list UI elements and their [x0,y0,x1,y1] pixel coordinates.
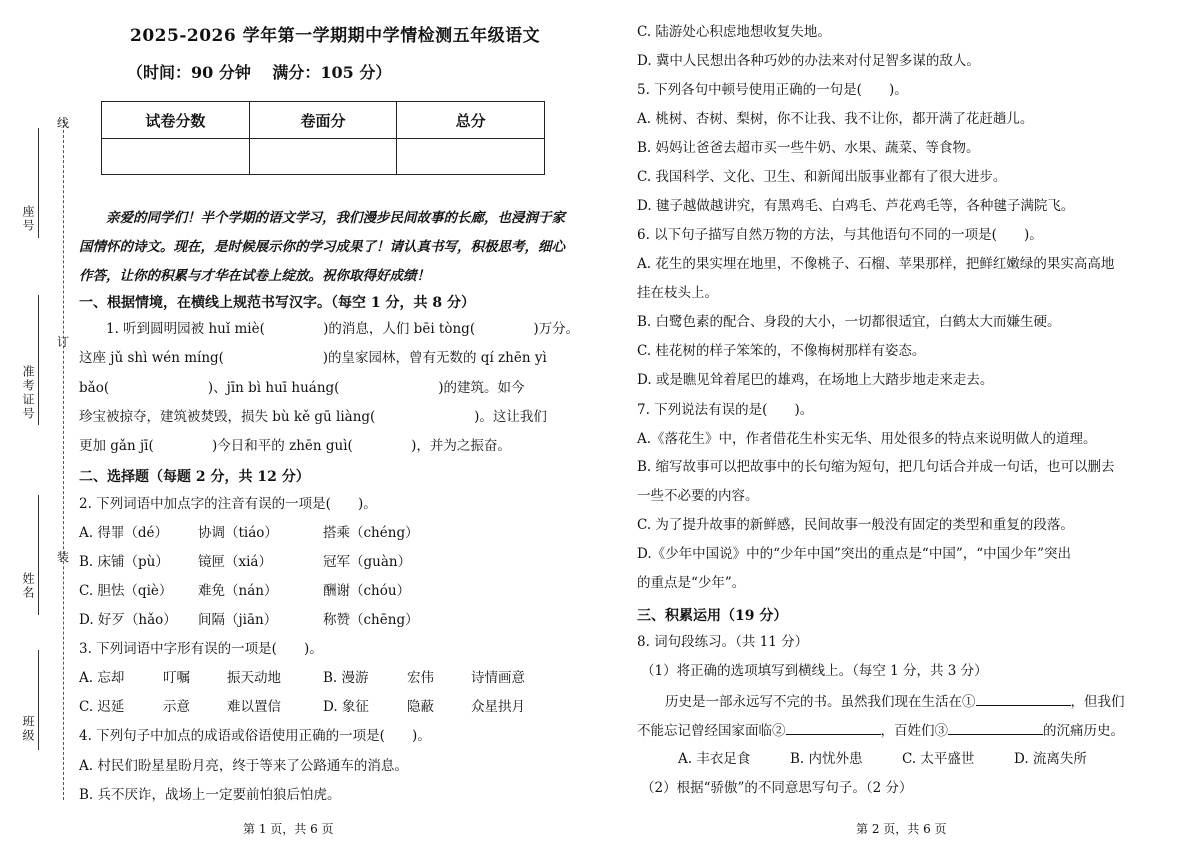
score-cell-total[interactable] [397,139,545,175]
q2-opt-c-3: 酬谢（chóu） [323,583,411,599]
q8-1-stem: （1）将正确的选项填写到横线上。（每空 1 分，共 3 分） [641,663,988,679]
q4-opt-d: D. 冀中人民想出各种巧妙的办法来对付足智多谋的敌人。 [637,53,980,69]
section-1-title: 一、根据情境，在横线上规范书写汉字。（每空 1 分，共 8 分） [79,295,475,311]
q4-opt-b: B. 兵不厌诈，战场上一定要前怕狼后怕虎。 [79,787,341,803]
seat-number-label: 座号 [21,205,35,233]
q8-2-stem: （2）根据“骄傲”的不同意思写句子。（2 分） [641,780,913,796]
q8-1-opt-c: C. 太平盛世 [902,751,975,767]
intro-line-2: 国情怀的诗文。现在，是时候展示你的学习成果了！请认真书写，积极思考，细心 [79,239,565,255]
score-header-total: 总分 [397,102,545,139]
class-label: 班级 [21,715,35,743]
section-2-title: 二、选择题（每题 2 分，共 12 分） [79,469,310,485]
q2-opt-d-2: 间隔（jiān） [198,612,278,628]
q8-1-text-b: ，但我们 [1070,694,1125,710]
q3-opt-b-2: 宏伟 [407,670,434,686]
q3-opt-a-3: 振天动地 [227,670,281,686]
q2-opt-c-1: C. 胆怯（qiè） [79,583,173,599]
q3-opt-d-3: 众星拱月 [471,699,525,715]
q7-opt-d-1: D.《少年中国说》中的“少年中国”突出的重点是“中国”，“中国少年”突出 [637,546,1072,562]
q7-opt-d-2: 的重点是“少年”。 [637,575,746,591]
q3-opt-c-2: 示意 [163,699,190,715]
q1-line-2: 这座 jǔ shì wén míng( )的皇家园林，曾有无数的 qí zhēn yì [79,350,547,366]
q3-stem: 3. 下列词语中字形有误的一项是( )。 [79,641,323,657]
name-label: 姓名 [21,572,35,600]
q8-1-opt-a: A. 丰衣足食 [678,751,751,767]
q3-opt-a-2: 叮嘱 [163,670,190,686]
q7-opt-c: C. 为了提升故事的新鲜感，民间故事一般没有固定的类型和重复的段落。 [637,517,1074,533]
blank-3[interactable] [948,722,1043,735]
exam-id-label: 准考证号 [21,365,35,421]
q3-opt-d-1: D. 象征 [323,699,369,715]
q6-opt-d: D. 或是瞧见耸着尾巴的雄鸡，在场地上大踏步地走来走去。 [637,372,994,388]
intro-line-1: 亲爱的同学们！半个学期的语文学习，我们漫步民间故事的长廊，也浸润于家 [106,210,565,226]
q2-opt-d-3: 称赞（chēng） [323,612,419,628]
q2-opt-c-2: 难免（nán） [198,583,278,599]
q6-opt-a-1: A. 花生的果实埋在地里，不像桃子、石榴、苹果那样，把鲜红嫩绿的果实高高地 [637,256,1115,272]
q8-1-text-a: 历史是一部永远写不完的书。虽然我们现在生活在① [665,694,976,710]
binding-underline-name [38,495,39,615]
exam-title: 2025-2026 学年第一学期期中学情检测五年级语文 [130,26,541,46]
q3-opt-b-3: 诗情画意 [471,670,525,686]
binding-dashed-line [63,120,64,800]
q4-opt-a: A. 村民们盼星星盼月亮，终于等来了公路通车的消息。 [79,758,408,774]
q8-1-opt-b: B. 内忧外患 [790,751,863,767]
q5-opt-c: C. 我国科学、文化、卫生、和新闻出版事业都有了很大进步。 [637,169,1007,185]
q5-stem: 5. 下列各句中顿号使用正确的一句是( )。 [637,82,908,98]
q7-stem: 7. 下列说法有误的是( )。 [637,402,814,418]
q3-opt-d-2: 隐蔽 [407,699,434,715]
q8-1-text-c: 不能忘记曾经国家面临② [637,723,786,739]
score-header-paper: 试卷分数 [102,102,250,139]
q8-1-text-e: 的沉痛历史。 [1043,723,1124,739]
page-footer-1: 第 1 页，共 6 页 [243,822,334,836]
section-3-title: 三、积累运用（19 分） [637,608,788,624]
q2-opt-a-2: 协调（tiáo） [198,525,278,541]
score-header-neatness: 卷面分 [249,102,397,139]
q8-1-opt-d: D. 流离失所 [1014,751,1087,767]
q8-stem: 8. 词句段练习。（共 11 分） [637,634,809,650]
q3-opt-b-1: B. 漫游 [323,670,369,686]
q3-opt-a-1: A. 忘却 [79,670,125,686]
q1-line-5: 更加 gǎn jī( )今日和平的 zhēn guì( )，并为之振奋。 [79,438,511,454]
q6-opt-c: C. 桂花树的样子笨笨的，不像梅树那样有姿态。 [637,343,926,359]
exam-subtitle: （时间：90 分钟 满分：105 分） [127,63,392,82]
q6-stem: 6. 以下句子描写自然万物的方法，与其他语句不同的一项是( )。 [637,227,1043,243]
score-cell-paper[interactable] [102,139,250,175]
q2-stem: 2. 下列词语中加点字的注音有误的一项是( )。 [79,496,377,512]
binding-underline-exam-id [38,295,39,425]
blank-1[interactable] [976,693,1071,706]
q1-line-1: 1. 听到圆明园被 huǐ miè( )的消息，人们 bēi tòng( )万分。 [106,321,580,337]
q5-opt-a: A. 桃树、杏树、梨树，你不让我、我不让你，都开满了花赶趟儿。 [637,111,1034,127]
q8-1-text-line-2 [637,722,1124,739]
page-footer-2: 第 2 页，共 6 页 [856,822,947,836]
q6-opt-b: B. 白鹭色素的配合、身段的大小，一切都很适宜，白鹤太大而嫌生硬。 [637,314,1061,330]
q5-opt-d: D. 毽子越做越讲究，有黑鸡毛、白鸡毛、芦花鸡毛等，各种毽子满院飞。 [637,198,1075,214]
q1-line-4: 珍宝被掠夺，建筑被焚毁，损失 bù kě gū liàng( )。这让我们 [79,409,547,425]
q4-opt-c: C. 陆游处心积虑地想收复失地。 [637,24,831,40]
q6-opt-a-2: 挂在枝头上。 [637,285,718,301]
q3-opt-c-3: 难以置信 [227,699,281,715]
q7-opt-b-2: 一些不必要的内容。 [637,488,759,504]
q2-opt-b-1: B. 床铺（pù） [79,554,169,570]
binding-underline-seat [38,128,39,238]
q2-opt-b-3: 冠军（guàn） [323,554,412,570]
blank-2[interactable] [786,722,881,735]
q3-opt-c-1: C. 迟延 [79,699,125,715]
q7-opt-a: A.《落花生》中，作者借花生朴实无华、用处很多的特点来说明做人的道理。 [637,431,1097,447]
q4-stem: 4. 下列句子中加点的成语或俗语使用正确的一项是( )。 [79,728,431,744]
score-cell-neatness[interactable] [249,139,397,175]
q2-opt-a-3: 搭乘（chéng） [323,525,419,541]
intro-line-3: 作答，让你的积累与才华在试卷上绽放。祝你取得好成绩！ [79,268,430,284]
binding-mark-line: 线 [57,116,70,130]
binding-mark-pack: 装 [57,550,70,564]
q7-opt-b-1: B. 缩写故事可以把故事中的长句缩为短句，把几句话合并成一句话，也可以删去 [637,459,1115,475]
binding-underline-class [38,650,39,750]
q2-opt-a-1: A. 得罪（dé） [79,525,168,541]
q2-opt-d-1: D. 好歹（hǎo） [79,612,177,628]
q8-1-text-line-1 [665,693,1125,710]
q2-opt-b-2: 镜匣（xiá） [198,554,272,570]
q8-1-text-d: ，百姓们③ [880,723,948,739]
q1-line-3: bǎo( )、jīn bì huī huáng( )的建筑。如今 [79,380,525,396]
q5-opt-b: B. 妈妈让爸爸去超市买一些牛奶、水果、蔬菜、等食物。 [637,140,980,156]
score-table [101,101,545,175]
binding-mark-bind: 订 [57,335,70,349]
